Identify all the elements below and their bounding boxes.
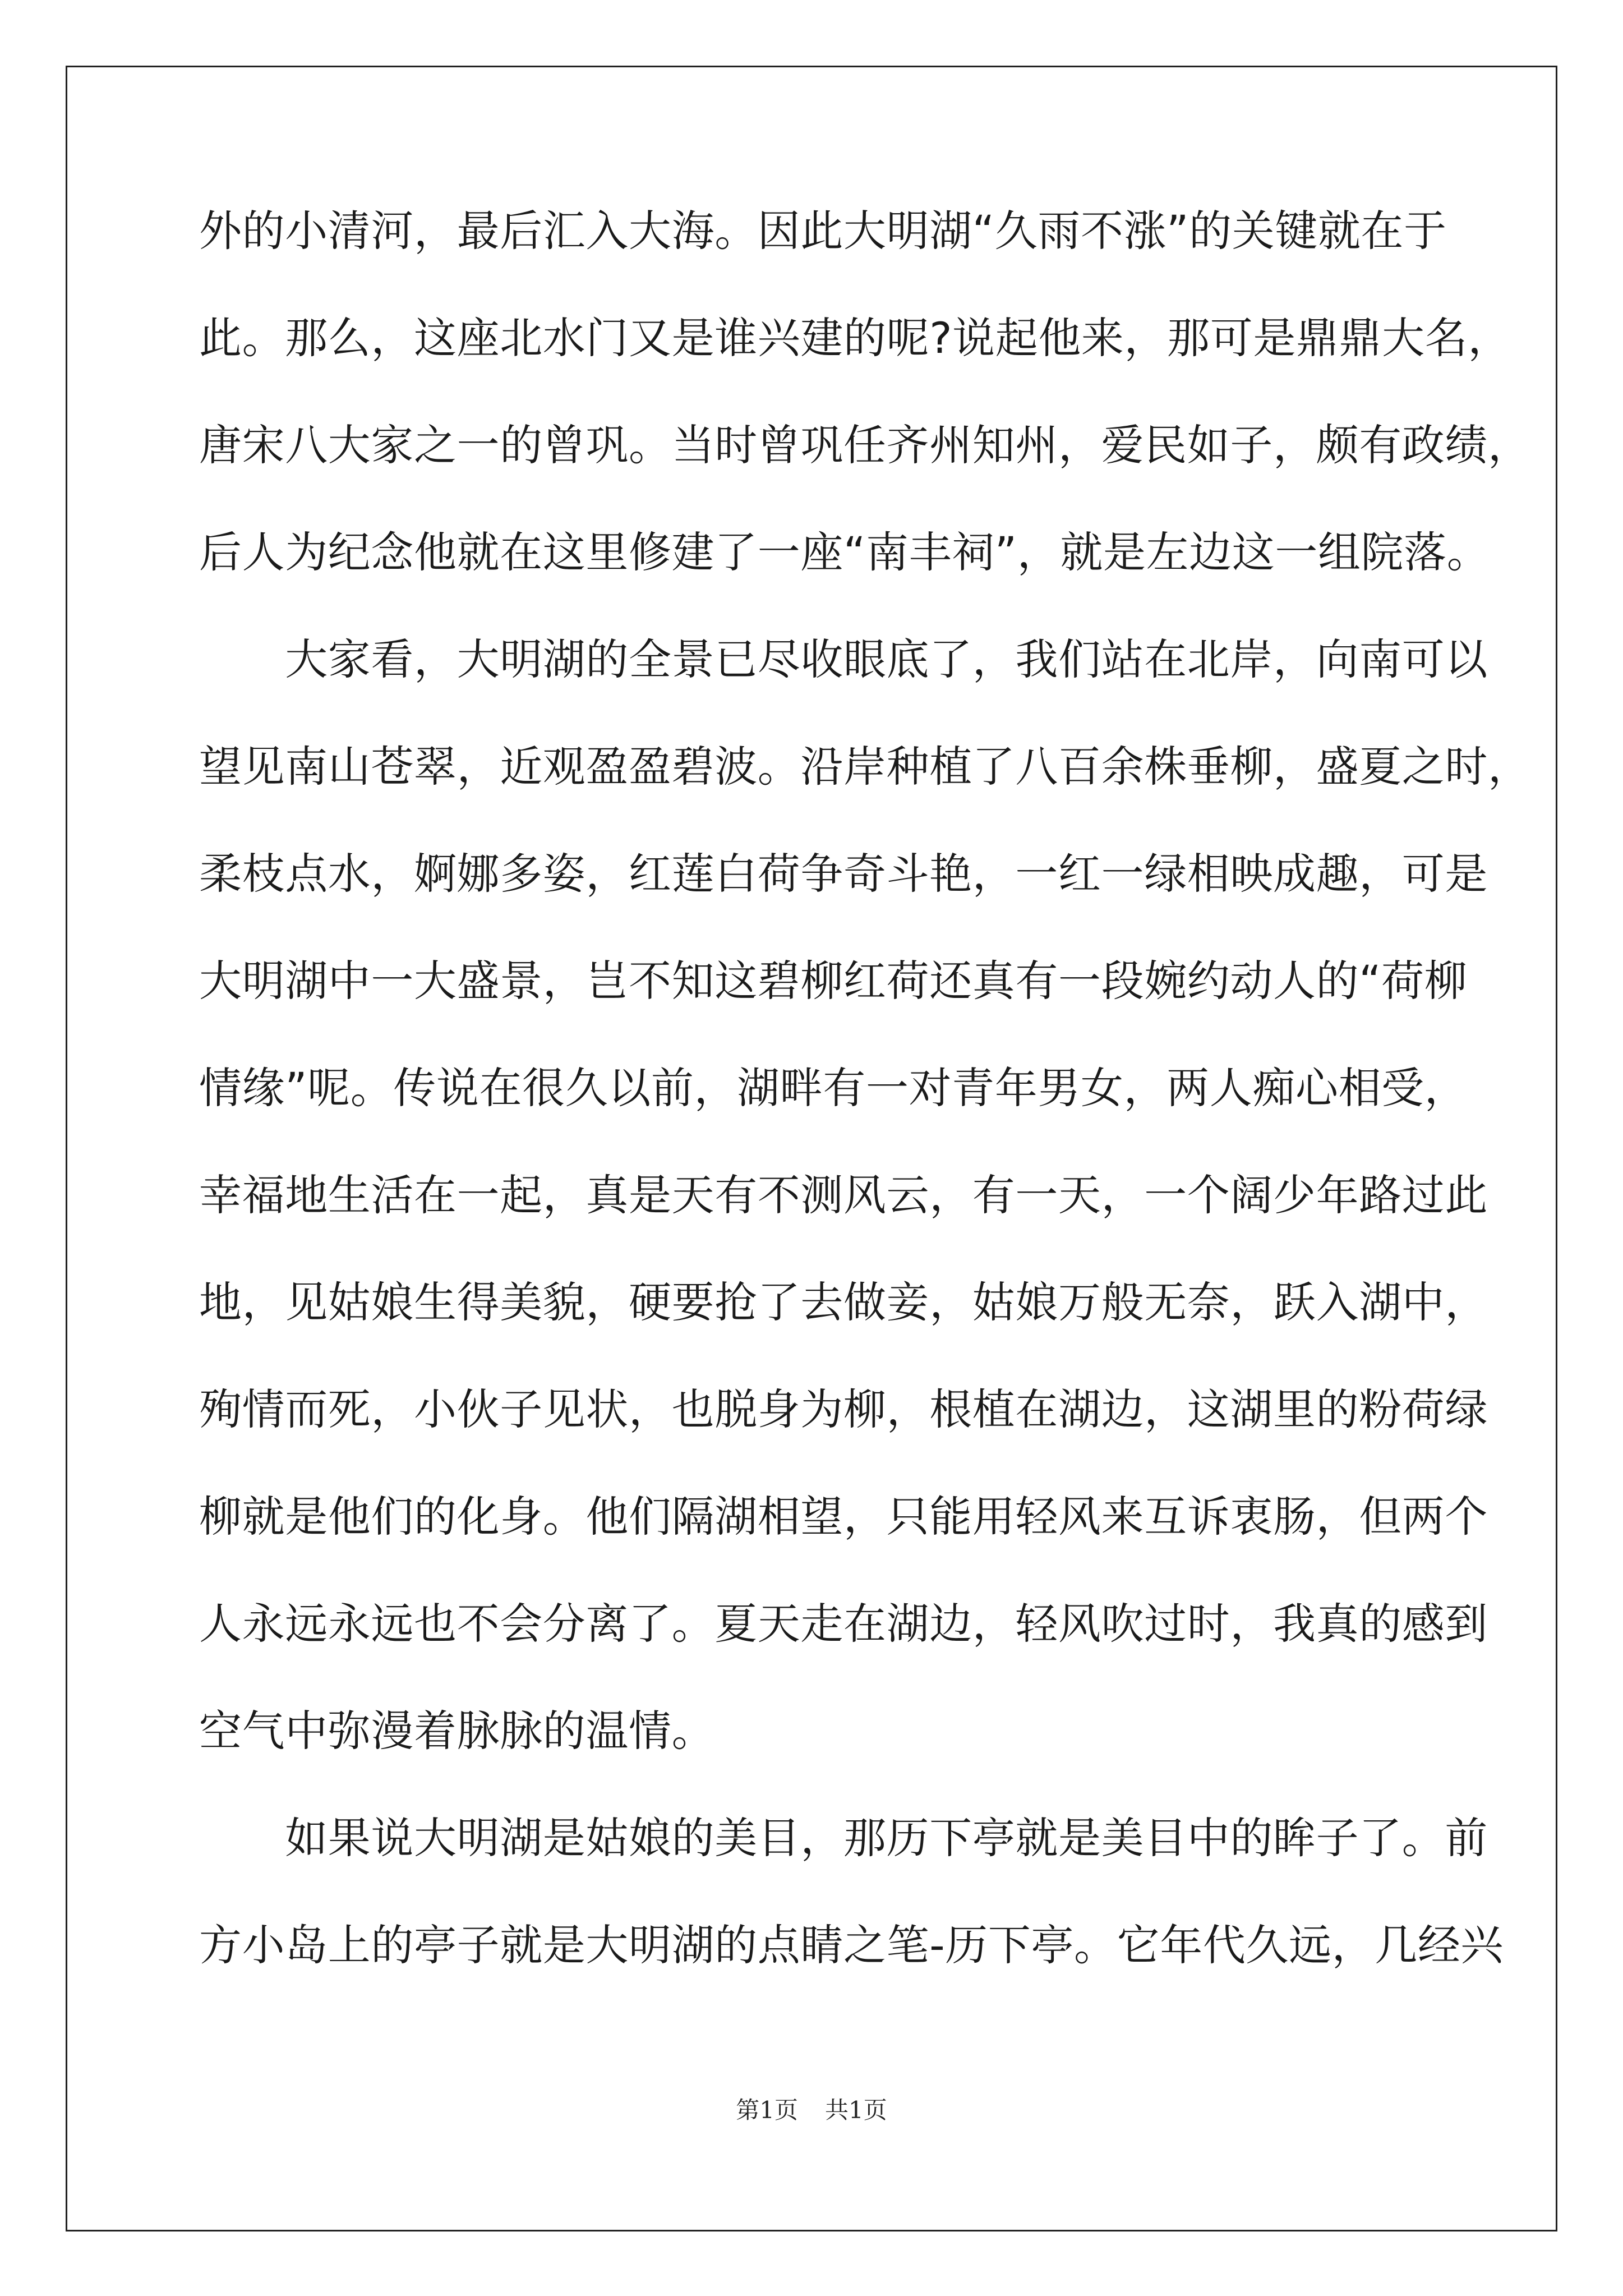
text-line: 幸福地生活在一起，真是天有不测风云，有一天，一个阔少年路过此 (199, 1170, 1488, 1220)
page-border (66, 66, 1557, 2231)
text-line: 方小岛上的亭子就是大明湖的点睛之笔-历下亭。它年代久远，几经兴 (199, 1920, 1504, 1970)
page-total: 共1页 (825, 2096, 887, 2124)
text-line: 如果说大明湖是姑娘的美目，那历下亭就是美目中的眸子了。前 (199, 1813, 1488, 1863)
page-number: 第1页 (736, 2096, 798, 2124)
text-line: 此。那么，这座北水门又是谁兴建的呢?说起他来，那可是鼎鼎大名， (199, 313, 1511, 363)
text-line: 人永远永远也不会分离了。夏天走在湖边，轻风吹过时，我真的感到 (199, 1599, 1488, 1649)
text-line: 柳就是他们的化身。他们隔湖相望，只能用轻风来互诉衷肠，但两个 (199, 1492, 1488, 1542)
text-line: 柔枝点水，婀娜多姿，红莲白荷争奇斗艳，一红一绿相映成趣，可是 (199, 849, 1488, 899)
text-line: 情缘”呢。传说在很久以前，湖畔有一对青年男女，两人痴心相受， (199, 1063, 1468, 1113)
page-footer (0, 2093, 1623, 2127)
text-line: 殉情而死，小伙子见状，也脱身为柳，根植在湖边，这湖里的粉荷绿 (199, 1384, 1488, 1434)
text-line: 唐宋八大家之一的曾巩。当时曾巩任齐州知州，爱民如子，颇有政绩， (199, 420, 1531, 470)
text-line: 大明湖中一大盛景，岂不知这碧柳红荷还真有一段婉约动人的“荷柳 (199, 956, 1468, 1006)
text-line: 地，见姑娘生得美貌，硬要抢了去做妾，姑娘万般无奈，跃入湖中， (199, 1277, 1488, 1327)
text-line: 望见南山苍翠，近观盈盈碧波。沿岸种植了八百余株垂柳，盛夏之时， (199, 742, 1531, 792)
text-line: 外的小清河，最后汇入大海。因此大明湖“久雨不涨”的关键就在于 (199, 206, 1447, 256)
text-line: 空气中弥漫着脉脉的温情。 (199, 1706, 715, 1756)
text-line: 后人为纪念他就在这里修建了一座“南丰祠”，就是左边这一组院落。 (199, 527, 1490, 577)
text-line: 大家看，大明湖的全景已尽收眼底了，我们站在北岸，向南可以 (199, 634, 1488, 684)
